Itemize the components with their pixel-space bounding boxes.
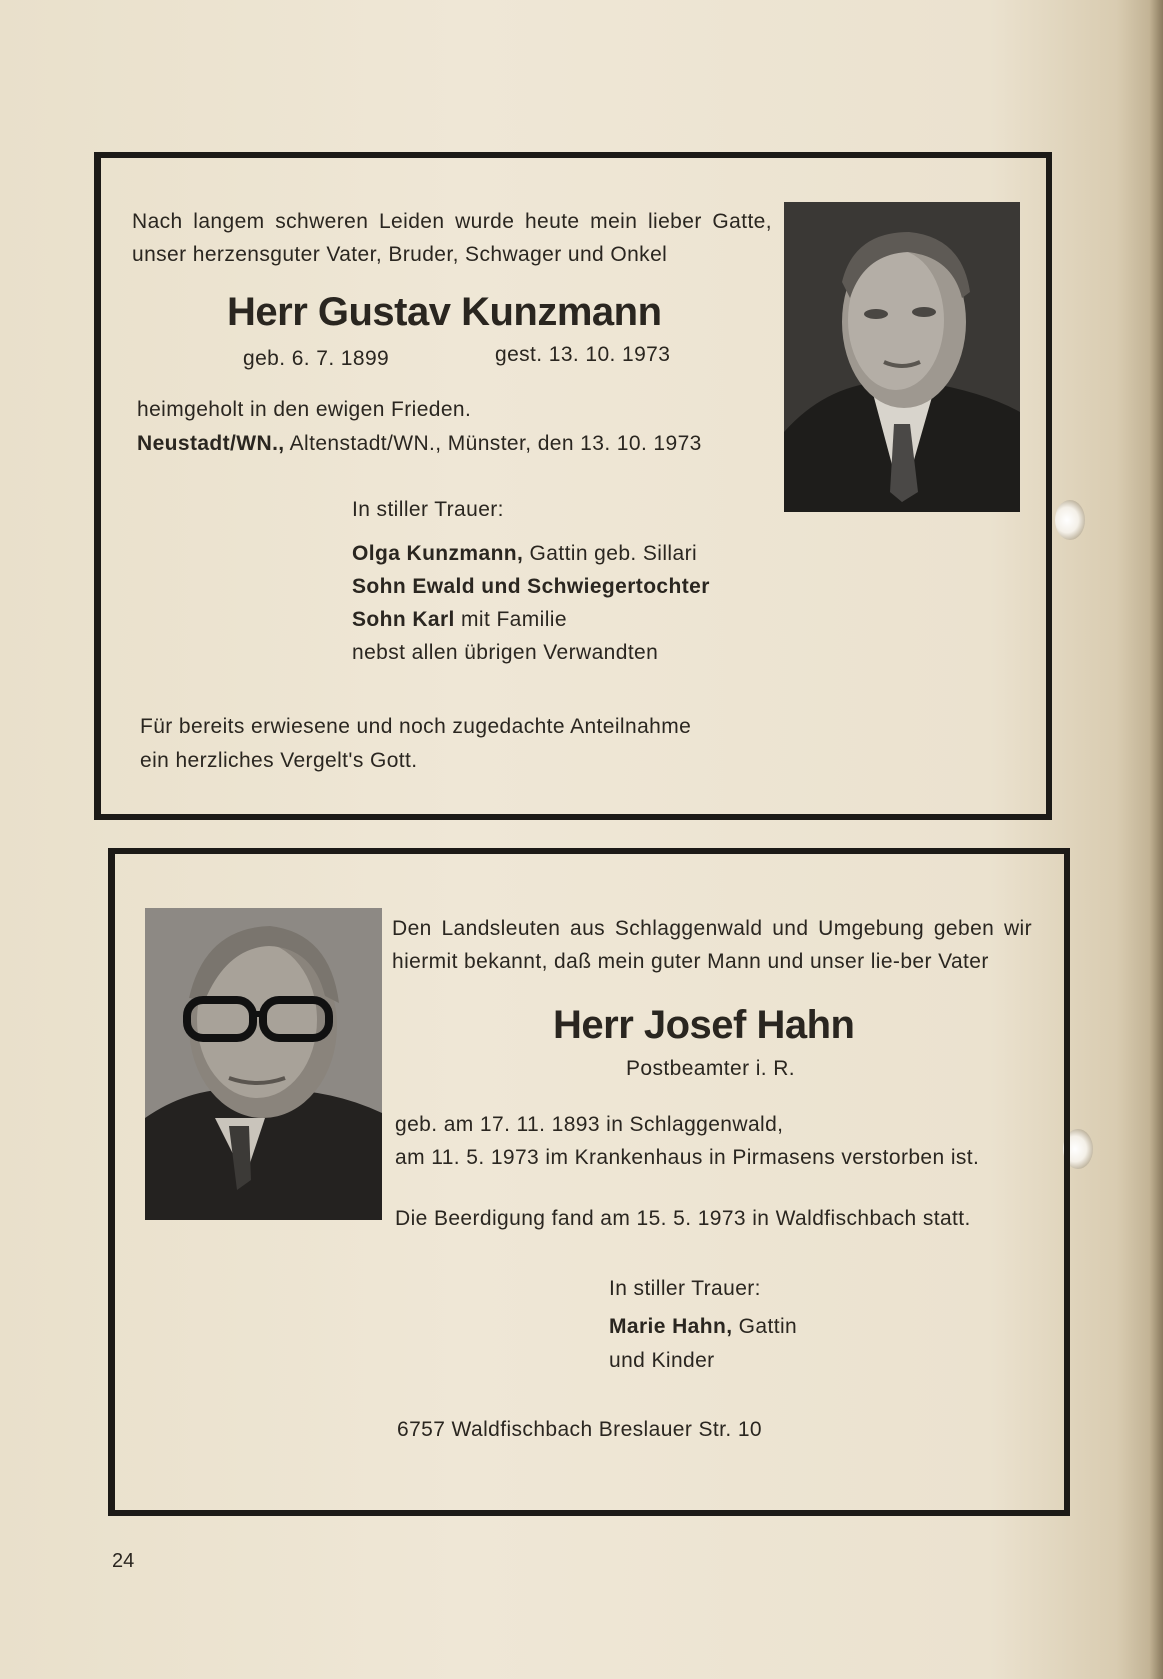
notice1-intro: Nach langem schweren Leiden wurde heute mein lieber Gatte, unser herzensguter Vater, Bruder, Schwager und Onkel	[132, 210, 772, 266]
mourner-line	[609, 1310, 797, 1343]
portrait-hahn-drawing	[145, 908, 382, 1220]
thanks-line: ein herzliches Vergelt's Gott.	[140, 749, 418, 772]
deceased-name: Herr Gustav Kunzmann	[227, 290, 662, 334]
mourner-relation: Gattin geb. Sillari	[523, 542, 698, 565]
address-line: 6757 Waldfischbach Breslauer Str. 10	[397, 1418, 762, 1441]
portrait-kunzmann-drawing	[784, 202, 1020, 512]
book-spine-shadow	[1149, 0, 1163, 1679]
notice2-intro: Den Landsleuten aus Schlaggenwald und Umgebung geben wir hiermit bekannt, daß mein guter Mann und unser lie-ber Vater	[392, 917, 1032, 973]
mourner-line	[352, 537, 697, 570]
notice1-home-line: heimgeholt in den ewigen Frieden.	[137, 398, 472, 421]
death-line: am 11. 5. 1973 im Krankenhaus in Pirmasens verstorben ist.	[395, 1146, 980, 1169]
mourner-line	[352, 603, 567, 636]
place-rest: Altenstadt/WN., Münster, den 13. 10. 1973	[284, 432, 702, 455]
mourner-name: Marie Hahn,	[609, 1315, 733, 1338]
mourner-name: Olga Kunzmann,	[352, 542, 524, 565]
mourner-name: Sohn Karl	[352, 608, 455, 631]
portrait-photo-kunzmann	[784, 202, 1020, 512]
birth-date: geb. 6. 7. 1899	[243, 347, 390, 370]
birth-line: geb. am 17. 11. 1893 in Schlaggenwald,	[395, 1113, 784, 1136]
funeral-line: Die Beerdigung fand am 15. 5. 1973 in Waldfischbach statt.	[395, 1207, 971, 1230]
deceased-name: Herr Josef Hahn	[553, 1003, 855, 1047]
mourner-relation: Gattin	[732, 1315, 798, 1338]
deceased-title: Postbeamter i. R.	[626, 1057, 796, 1080]
mourner-relation: nebst allen übrigen Verwandten	[352, 641, 659, 664]
thanks-line: Für bereits erwiesene und noch zugedachte Anteilnahme	[140, 715, 692, 738]
mourner-relation: mit Familie	[454, 608, 567, 631]
page-number: 24	[112, 1550, 135, 1572]
mourner-relation: und Kinder	[609, 1349, 715, 1372]
mourner-name: Sohn Ewald und Schwiegertochter	[352, 575, 710, 598]
punch-hole	[1055, 500, 1085, 540]
mourner-line	[609, 1344, 715, 1377]
place-bold: Neustadt/WN.,	[137, 432, 285, 455]
portrait-photo-hahn	[145, 908, 382, 1220]
mourning-heading: In stiller Trauer:	[609, 1277, 761, 1300]
mourner-line	[352, 636, 658, 669]
mourning-heading: In stiller Trauer:	[352, 498, 504, 521]
death-date: gest. 13. 10. 1973	[495, 343, 671, 366]
notice1-place-date	[137, 427, 702, 460]
mourner-line	[352, 570, 710, 603]
